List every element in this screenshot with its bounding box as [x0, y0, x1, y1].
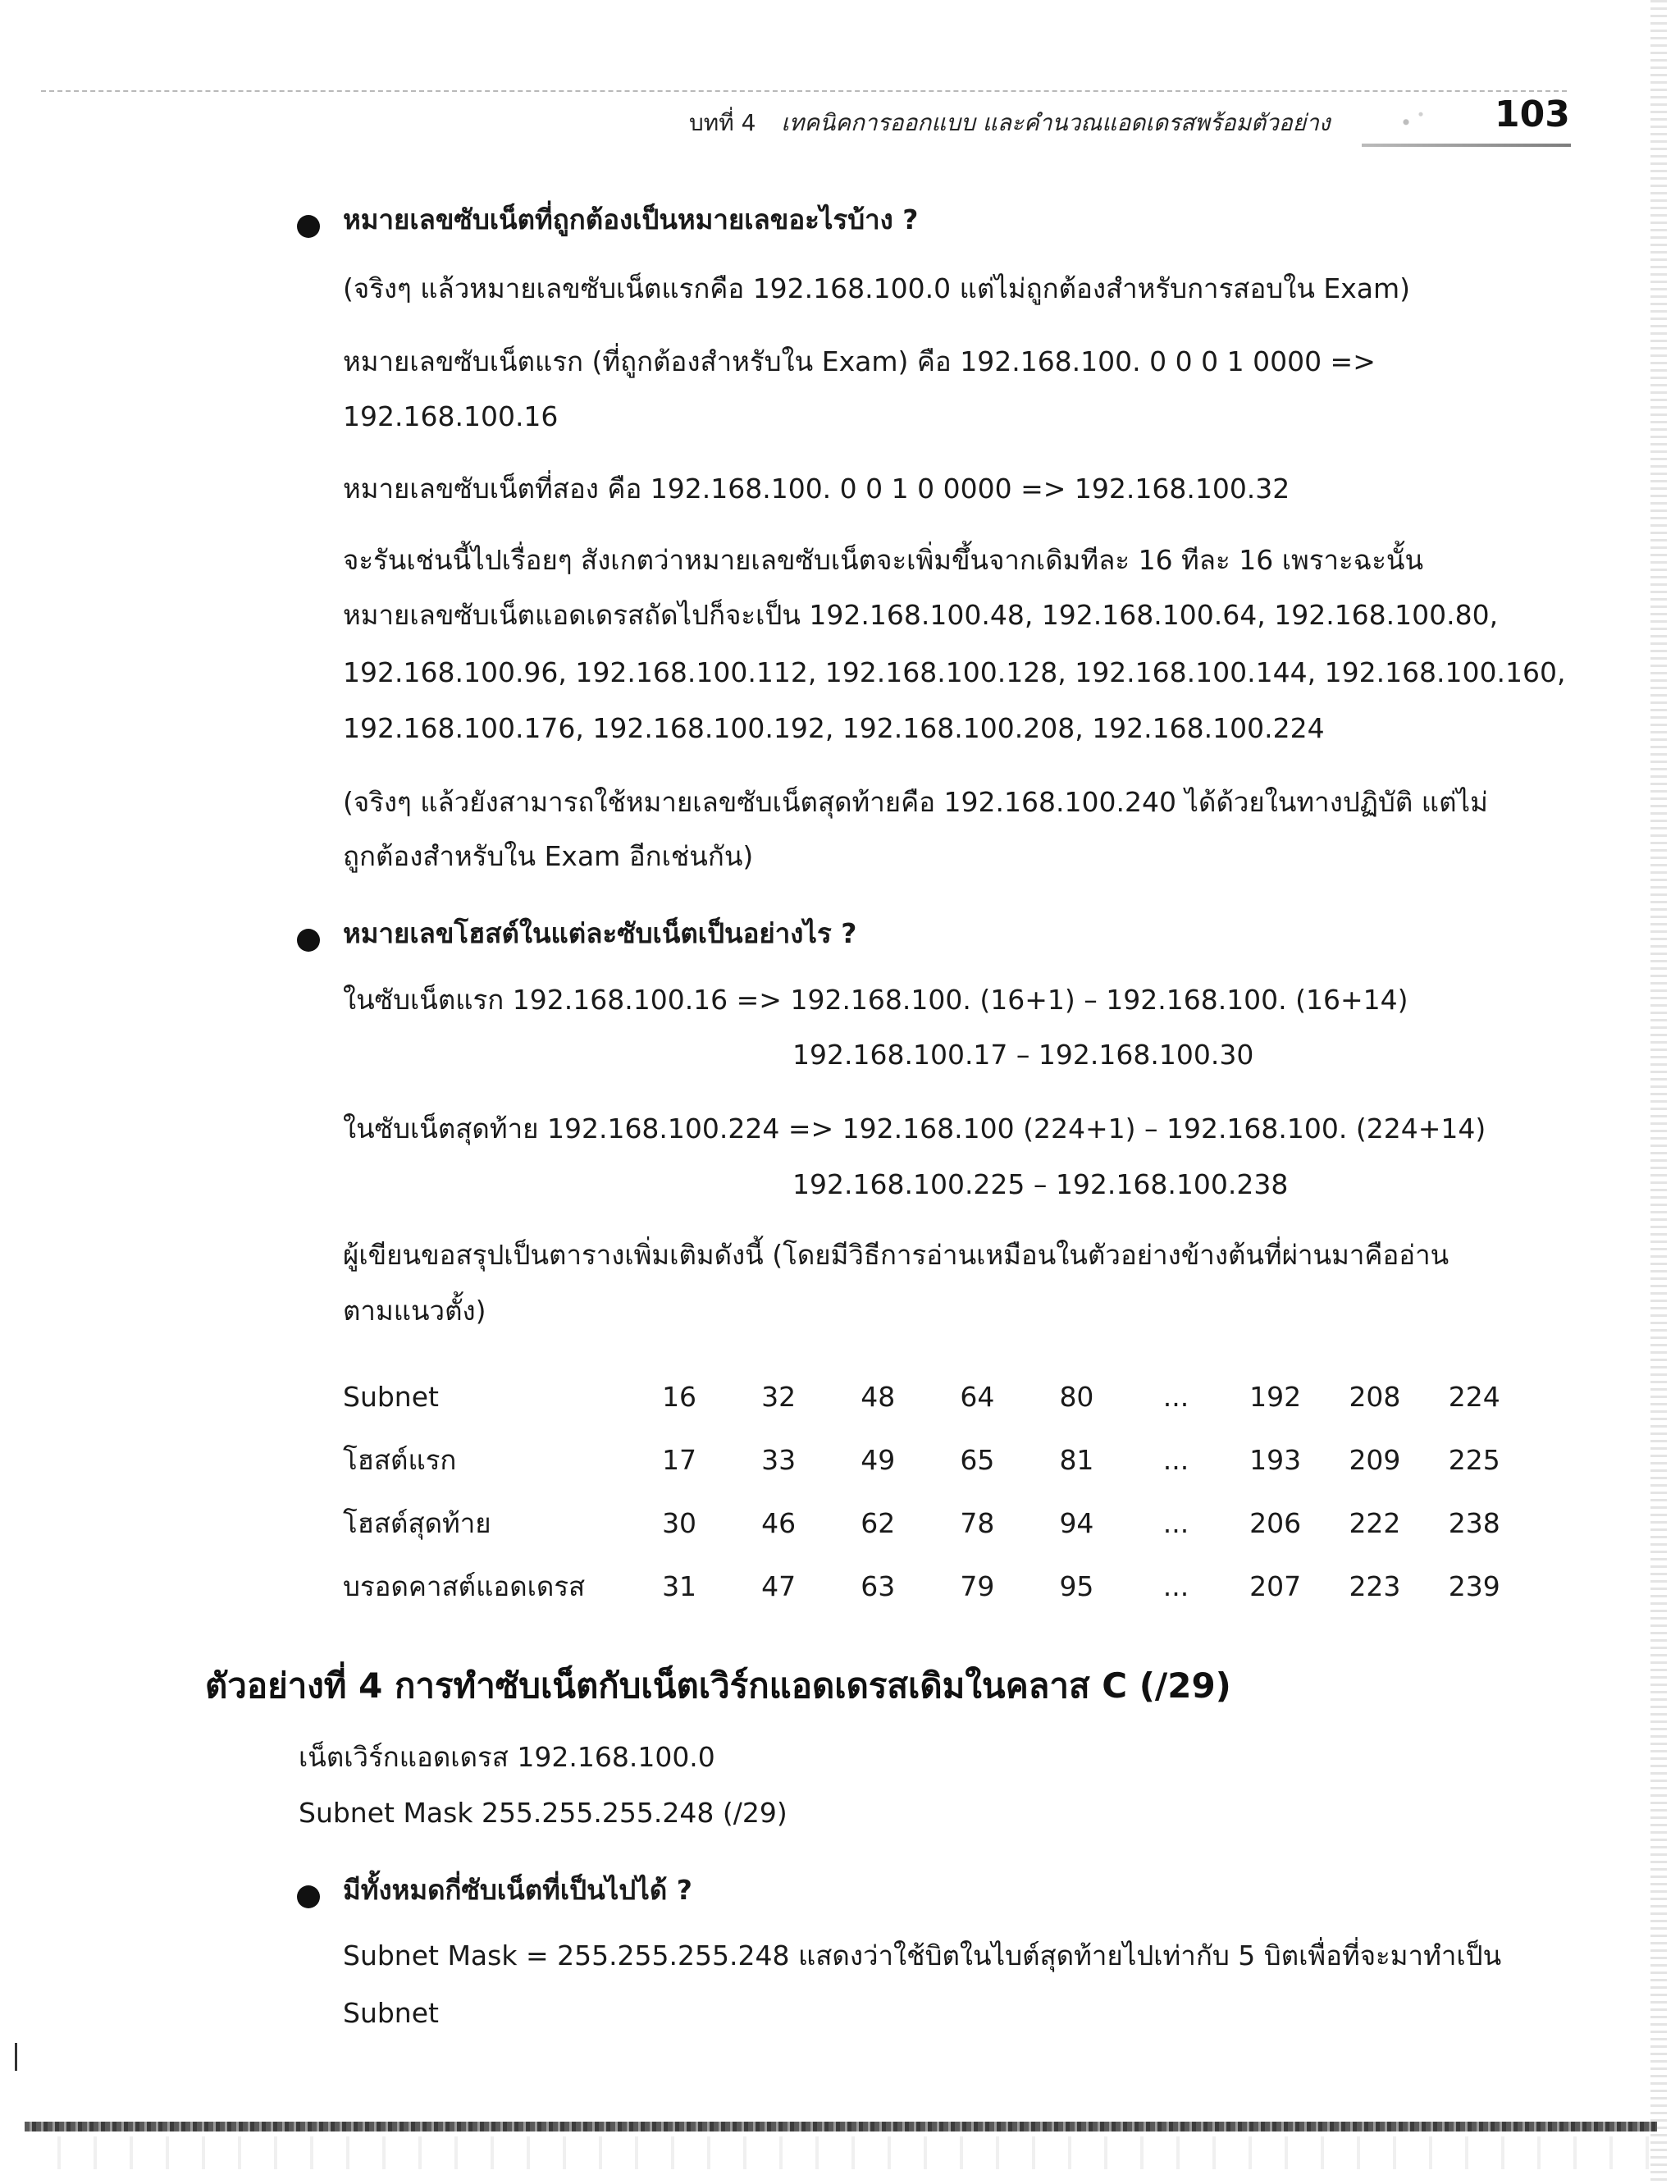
last-subnet-hosts: ในซับเน็ตสุดท้าย 192.168.100.224 => 192.168.100 (224+1) – 192.168.100. (224+14): [343, 1113, 1486, 1145]
scan-top-rule: [41, 90, 1567, 92]
chapter-title: เทคนิคการออกแบบ และคำนวณแอดเดรสพร้อมตัวอย่าง: [781, 109, 1331, 136]
scan-right-edge: [1650, 0, 1667, 2184]
table-cell: ...: [1162, 1507, 1189, 1539]
table-cell: 30: [662, 1507, 697, 1539]
subnet-mask: Subnet Mask 255.255.255.248 (/29): [299, 1797, 788, 1829]
row-label: โฮสต์แรก: [343, 1444, 457, 1476]
table-cell: 48: [861, 1381, 896, 1413]
last-subnet-host-range: 192.168.100.225 – 192.168.100.238: [792, 1168, 1289, 1200]
chapter-label: บทที่ 4: [689, 109, 756, 136]
row-label: บรอดคาสต์แอดเดรส: [343, 1570, 586, 1602]
scan-bottom-band: [25, 2122, 1657, 2131]
table-cell: 32: [761, 1381, 797, 1413]
note-last-subnet: (จริงๆ แล้วยังสามารถใช้หมายเลขซับเน็ตสุดท้ายคือ 192.168.100.240 ได้ด้วยในทางปฏิบัติ แต่ไม่: [343, 786, 1488, 818]
table-row: [343, 1555, 1524, 1618]
running-header: [689, 105, 1331, 141]
table-cell: 94: [1059, 1507, 1094, 1539]
question-subnet-count: มีทั้งหมดกี่ซับเน็ตที่เป็นไปได้ ?: [343, 1874, 692, 1906]
note-first-subnet: (จริงๆ แล้วหมายเลขซับเน็ตแรกคือ 192.168.100.0 แต่ไม่ถูกต้องสำหรับการสอบใน Exam): [343, 272, 1411, 304]
table-cell: 80: [1059, 1381, 1094, 1413]
subnet-list-line: 192.168.100.96, 192.168.100.112, 192.168.100.128, 192.168.100.144, 192.168.100.160,: [343, 656, 1566, 688]
table-cell: ...: [1162, 1381, 1189, 1413]
table-cell: 225: [1448, 1444, 1500, 1476]
subnet-list-line: หมายเลขซับเน็ตแอดเดรสถัดไปก็จะเป็น 192.168.100.48, 192.168.100.64, 192.168.100.80,: [343, 599, 1499, 631]
note-last-subnet: ถูกต้องสำหรับใน Exam อีกเช่นกัน): [343, 840, 754, 872]
bullet-icon: [297, 1885, 320, 1908]
scan-bottom-noise: [25, 2136, 1657, 2169]
first-subnet-line: หมายเลขซับเน็ตแรก (ที่ถูกต้องสำหรับใน Exam) คือ 192.168.100. 0 0 0 1 0000 =>: [343, 345, 1376, 377]
table-cell: 208: [1349, 1381, 1401, 1413]
table-cell: 62: [861, 1507, 896, 1539]
table-cell: 193: [1249, 1444, 1302, 1476]
bullet-icon: [297, 215, 320, 238]
bullet-icon: [297, 929, 320, 952]
first-subnet-host-range: 192.168.100.17 – 192.168.100.30: [792, 1039, 1254, 1071]
table-cell: 209: [1349, 1444, 1401, 1476]
table-cell: 222: [1349, 1507, 1401, 1539]
table-cell: 64: [960, 1381, 995, 1413]
table-cell: 238: [1448, 1507, 1500, 1539]
table-cell: ...: [1162, 1444, 1189, 1476]
table-row: [343, 1365, 1524, 1428]
table-cell: 49: [861, 1444, 896, 1476]
subnet-list-line: จะรันเช่นนี้ไปเรื่อยๆ สังเกตว่าหมายเลขซับเน็ตจะเพิ่มขึ้นจากเดิมทีละ 16 ทีละ 16 เพราะฉะนั้น: [343, 544, 1424, 576]
table-cell: 206: [1249, 1507, 1302, 1539]
example-heading: ตัวอย่างที่ 4 การทำซับเน็ตกับเน็ตเวิร์กแอดเดรสเดิมในคลาส C (/29): [205, 1665, 1231, 1706]
table-cell: 239: [1448, 1570, 1500, 1602]
summary-intro: ตามแนวตั้ง): [343, 1295, 486, 1327]
answer-line: Subnet Mask = 255.255.255.248 แสดงว่าใช้บิตในไบต์สุดท้ายไปเท่ากับ 5 บิตเพื่อที่จะมาทำเป็น: [343, 1940, 1502, 1972]
table-cell: 31: [662, 1570, 697, 1602]
question-valid-subnets: หมายเลขซับเน็ตที่ถูกต้องเป็นหมายเลขอะไรบ้าง ?: [343, 203, 919, 235]
row-label: โฮสต์สุดท้าย: [343, 1507, 491, 1539]
second-subnet-line: หมายเลขซับเน็ตที่สอง คือ 192.168.100. 0 0 1 0 0000 => 192.168.100.32: [343, 473, 1290, 505]
table-row: [343, 1492, 1524, 1555]
table-cell: 33: [761, 1444, 797, 1476]
table-cell: 95: [1059, 1570, 1094, 1602]
table-cell: 223: [1349, 1570, 1401, 1602]
row-label: Subnet: [343, 1381, 439, 1413]
table-cell: 81: [1059, 1444, 1094, 1476]
first-subnet-hosts: ในซับเน็ตแรก 192.168.100.16 => 192.168.100. (16+1) – 192.168.100. (16+14): [343, 984, 1408, 1016]
network-address: เน็ตเวิร์กแอดเดรส 192.168.100.0: [299, 1741, 715, 1773]
table-cell: 192: [1249, 1381, 1302, 1413]
table-cell: 78: [960, 1507, 995, 1539]
table-cell: 46: [761, 1507, 797, 1539]
table-cell: 47: [761, 1570, 797, 1602]
subnet-list-line: 192.168.100.176, 192.168.100.192, 192.168.100.208, 192.168.100.224: [343, 712, 1325, 744]
table-cell: ...: [1162, 1570, 1189, 1602]
table-cell: 224: [1448, 1381, 1500, 1413]
table-cell: 79: [960, 1570, 995, 1602]
header-decoration: [1386, 98, 1436, 138]
table-row: [343, 1428, 1524, 1492]
answer-line: Subnet: [343, 1997, 439, 2029]
table-cell: 63: [861, 1570, 896, 1602]
table-cell: 17: [662, 1444, 697, 1476]
first-subnet-result: 192.168.100.16: [343, 400, 559, 432]
scan-margin-mark: [15, 2043, 17, 2071]
header-underline: [1362, 144, 1571, 147]
question-hosts: หมายเลขโฮสต์ในแต่ละซับเน็ตเป็นอย่างไร ?: [343, 917, 857, 949]
subnet-summary-table: [343, 1365, 1524, 1618]
summary-intro: ผู้เขียนขอสรุปเป็นตารางเพิ่มเติมดังนี้ (โดยมีวิธีการอ่านเหมือนในตัวอย่างข้างต้นที่ผ่านมาคืออ่าน: [343, 1239, 1449, 1271]
table-cell: 16: [662, 1381, 697, 1413]
table-cell: 65: [960, 1444, 995, 1476]
table-cell: 207: [1249, 1570, 1302, 1602]
page-number: 103: [1495, 94, 1570, 135]
